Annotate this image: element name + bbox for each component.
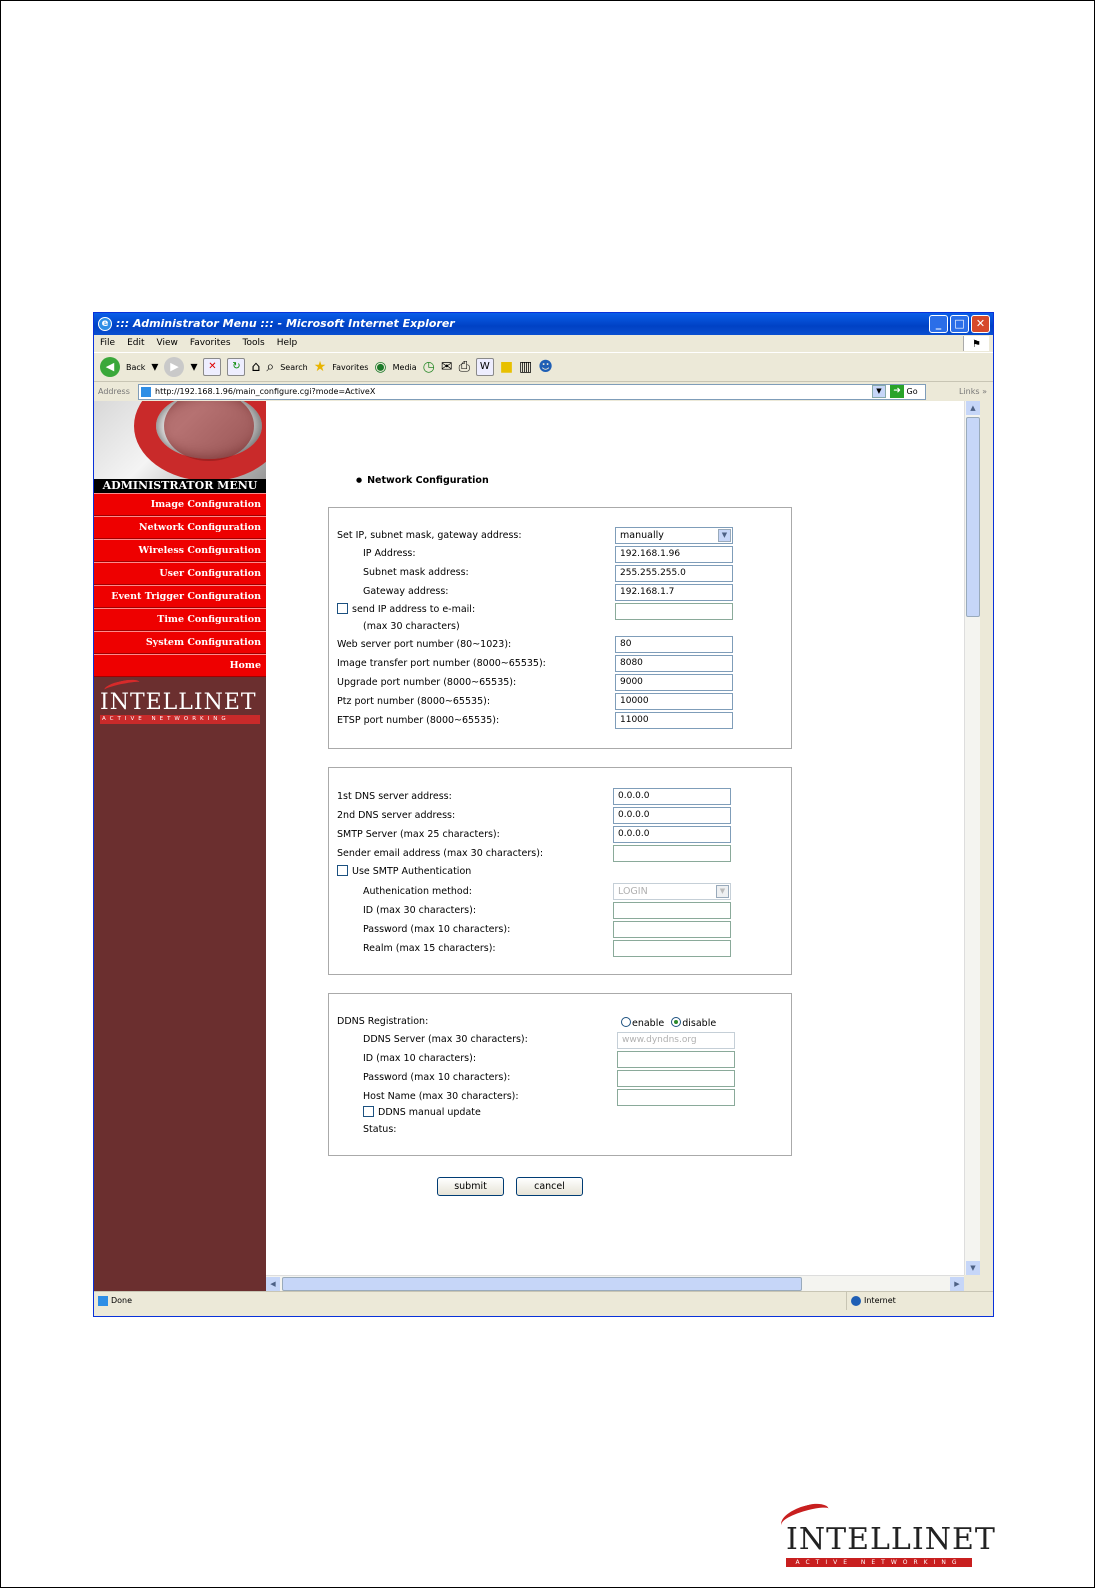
ddns-host-label: Host Name (max 30 characters): [363,1091,519,1102]
research-icon[interactable]: ▥ [519,359,533,375]
nav-home[interactable]: Home [94,654,266,677]
ip-address-label: IP Address: [363,548,416,559]
auth-method-label: Authenication method: [363,886,472,897]
ddns-password-label: Password (max 10 characters): [363,1072,511,1083]
address-url: http://192.168.1.96/main_configure.cgi?mode=ActiveX [155,387,376,396]
smtp-server-input[interactable]: 0.0.0.0 [613,826,731,843]
internet-globe-icon [851,1296,861,1306]
sidebar-logo-word: INTELLINET [100,690,257,715]
ddns-id-input[interactable] [617,1051,735,1068]
header-image [94,401,266,479]
dns2-label: 2nd DNS server address: [337,810,456,821]
address-dropdown-icon[interactable]: ▼ [872,385,886,398]
ddns-manual-update-label: DDNS manual update [378,1107,481,1118]
close-button[interactable]: ✕ [971,315,990,333]
scroll-up-icon[interactable]: ▲ [966,401,980,415]
menu-tools[interactable]: Tools [242,338,265,348]
scroll-down-icon[interactable]: ▼ [966,1261,980,1275]
mail-icon[interactable]: ✉ [440,359,453,375]
stop-icon[interactable]: ✕ [203,358,221,376]
media-button-label[interactable]: Media [392,362,417,372]
history-icon[interactable]: ◷ [422,359,435,375]
ddns-status-label: Status: [363,1124,397,1135]
toolbar [94,352,993,382]
links-button[interactable]: Links » [959,387,987,396]
go-label: Go [906,387,918,396]
gateway-label: Gateway address: [363,586,449,597]
ddns-radio-group [621,1016,716,1032]
status-text: Done [111,1296,133,1305]
smtp-id-label: ID (max 30 characters): [363,905,477,916]
forward-dropdown-icon[interactable]: ▾ [190,359,198,375]
dns1-label: 1st DNS server address: [337,791,452,802]
footer-logo-sub: ACTIVE NETWORKING [786,1558,972,1567]
windows-flag-icon: ⚑ [963,336,989,351]
nav-network-configuration[interactable]: Network Configuration [94,516,266,539]
smtp-realm-input[interactable] [613,940,731,957]
page-icon [141,387,151,397]
smtp-password-label: Password (max 10 characters): [363,924,511,935]
ddns-enable-radio[interactable] [621,1017,631,1027]
home-icon[interactable]: ⌂ [251,359,261,375]
menu-file[interactable]: File [100,338,116,348]
horizontal-scrollbar[interactable] [266,1275,964,1291]
search-button-label[interactable]: Search [280,362,308,372]
admin-sidebar [94,401,266,1291]
messenger-icon[interactable]: ☻ [538,359,553,375]
edit-icon[interactable]: W [476,358,494,376]
etsp-port-label: ETSP port number (8000~65535): [337,715,500,726]
nav-wireless-configuration[interactable]: Wireless Configuration [94,539,266,562]
vertical-scroll-thumb[interactable] [966,417,980,617]
admin-menu-title: ADMINISTRATOR MENU [94,479,266,493]
ddns-manual-update-checkbox[interactable] [363,1106,374,1117]
ip-address-input[interactable]: 192.168.1.96 [615,546,733,563]
page-done-icon [98,1296,108,1306]
favorites-button-label[interactable]: Favorites [332,362,369,372]
back-dropdown-icon[interactable]: ▾ [151,359,159,375]
security-zone [846,1292,976,1310]
nav-event-trigger-configuration[interactable]: Event Trigger Configuration [94,585,266,608]
smtp-server-label: SMTP Server (max 25 characters): [337,829,500,840]
scroll-right-icon[interactable]: ▶ [950,1277,964,1291]
scroll-corner [964,1275,980,1291]
ddns-disable-radio[interactable] [671,1017,681,1027]
ip-settings-panel [328,507,792,749]
zone-label: Internet [864,1296,896,1305]
ddns-registration-label: DDNS Registration: [337,1016,429,1027]
ddns-server-label: DDNS Server (max 30 characters): [363,1034,528,1045]
discuss-icon[interactable]: ■ [499,359,514,375]
ddns-host-input[interactable] [617,1089,735,1106]
ddns-server-input[interactable]: www.dyndns.org [617,1032,735,1049]
ddns-id-label: ID (max 10 characters): [363,1053,477,1064]
ddns-disable-label: disable [682,1018,717,1029]
etsp-port-input[interactable]: 11000 [615,712,733,729]
maximize-button[interactable]: □ [950,315,969,333]
dns1-input[interactable]: 0.0.0.0 [613,788,731,805]
send-ip-email-input[interactable] [615,603,733,620]
send-ip-label: send IP address to e-mail: [352,604,476,615]
send-ip-hint: (max 30 characters) [363,621,460,632]
nav-time-configuration[interactable]: Time Configuration [94,608,266,631]
ddns-panel [328,993,792,1156]
nav-image-configuration[interactable]: Image Configuration [94,493,266,516]
ie-icon: e [98,317,112,331]
upgrade-port-label: Upgrade port number (8000~65535): [337,677,517,688]
admin-nav [94,493,266,677]
refresh-icon[interactable]: ↻ [227,358,245,376]
auth-method-value: LOGIN [618,886,648,897]
ip-mode-value: manually [620,530,664,541]
menu-edit[interactable]: Edit [127,338,145,348]
footer-logo-word: INTELLINET [786,1522,996,1557]
use-smtp-auth-checkbox[interactable] [337,865,348,876]
window-title: ::: Administrator Menu ::: - Microsoft Internet Explorer [116,317,455,330]
smtp-id-input[interactable] [613,902,731,919]
upgrade-port-input[interactable]: 9000 [615,674,733,691]
status-bar [94,1291,993,1317]
sidebar-logo-sub: ACTIVE NETWORKING [100,715,260,724]
back-button-label[interactable]: Back [126,362,146,372]
ip-mode-label: Set IP, subnet mask, gateway address: [337,530,522,541]
media-icon[interactable]: ◉ [374,359,387,375]
image-port-input[interactable]: 8080 [615,655,733,672]
menu-help[interactable]: Help [276,338,298,348]
ptz-port-input[interactable]: 10000 [615,693,733,710]
browser-window [93,312,994,1317]
nav-system-configuration[interactable]: System Configuration [94,631,266,654]
use-smtp-auth-label: Use SMTP Authentication [352,866,472,877]
search-icon[interactable]: ⌕ [266,359,275,375]
cancel-button[interactable]: cancel [516,1177,583,1196]
print-icon[interactable]: ⎙ [458,359,470,375]
subnet-mask-input[interactable]: 255.255.255.0 [615,565,733,582]
address-input[interactable] [138,384,926,400]
sidebar-intellinet-logo [100,691,260,724]
back-arrow-icon[interactable]: ◀ [100,357,120,377]
page-title: ● Network Configuration [356,475,489,486]
ddns-manual-update-row [363,1105,481,1121]
intellinet-logo [786,1500,996,1576]
ddns-password-input[interactable] [617,1070,735,1087]
submit-button[interactable]: submit [437,1177,504,1196]
gateway-input[interactable]: 192.168.1.7 [615,584,733,601]
nav-user-configuration[interactable]: User Configuration [94,562,266,585]
smtp-password-input[interactable] [613,921,731,938]
links-label: Links [959,387,980,396]
menu-view[interactable]: View [156,338,178,348]
ddns-enable-label: enable [632,1018,665,1029]
send-ip-row [337,602,475,618]
use-smtp-auth-row [337,864,471,880]
web-port-input[interactable]: 80 [615,636,733,653]
scroll-left-icon[interactable]: ◀ [266,1277,280,1291]
send-ip-checkbox[interactable] [337,603,348,614]
go-arrow-icon: ➜ [890,385,904,398]
forward-arrow-icon[interactable]: ▶ [164,357,184,377]
vertical-scrollbar[interactable] [964,401,980,1275]
subnet-mask-label: Subnet mask address: [363,567,469,578]
minimize-button[interactable]: _ [929,315,948,333]
menu-bar [94,335,993,352]
horizontal-scroll-thumb[interactable] [282,1277,802,1291]
auth-method-select[interactable] [613,883,731,900]
sender-email-label: Sender email address (max 30 characters): [337,848,544,859]
address-label: Address [98,387,130,396]
chevron-down-icon: ▼ [718,529,731,542]
web-port-label: Web server port number (80~1023): [337,639,512,650]
favorites-star-icon[interactable]: ★ [313,359,327,375]
title-bar [94,313,993,335]
dns2-input[interactable]: 0.0.0.0 [613,807,731,824]
network-config-content [266,401,964,1275]
sender-email-input[interactable] [613,845,731,862]
ip-mode-select[interactable] [615,527,733,544]
smtp-realm-label: Realm (max 15 characters): [363,943,496,954]
go-button[interactable] [890,384,930,400]
menu-favorites[interactable]: Favorites [189,338,231,348]
ptz-port-label: Ptz port number (8000~65535): [337,696,491,707]
address-bar [94,383,993,401]
chevron-down-icon: ▼ [716,885,729,898]
image-port-label: Image transfer port number (8000~65535): [337,658,546,669]
dns-smtp-panel [328,767,792,975]
